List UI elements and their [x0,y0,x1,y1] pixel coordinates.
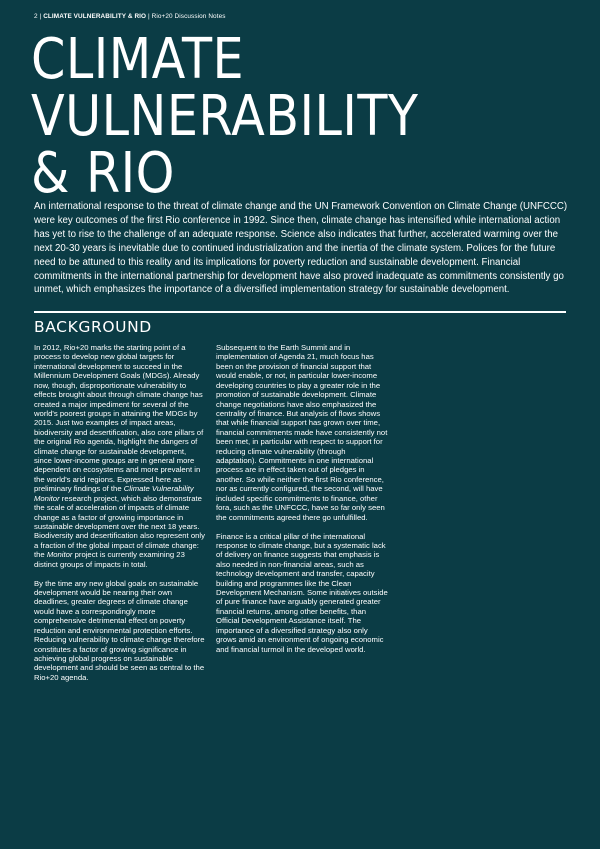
body-paragraph: Subsequent to the Earth Summit and in implementation of Agenda 21, much focus has been on the provision of financial support that would enable, or not, in particular lower-income developing countries to play a greater role in the promotion of sustainable development. Climate change negotiations have also emphasized the centrality of finance. But analysis of flows shows that while financial support has grown over time, financial commitments made have consistently not been met, in particular with respect to support for reducing climate vulnerability (through adaptation). Commitments in one international process are in effect taken out of pledges in another. So while neither the first Rio conference, nor as currently configured, the second, will have included specific commitments to finance, other fora, such as the UNFCCC, have so far only seen the commitments agreed there go unfulfilled. [216,343,388,522]
body-paragraph: In 2012, Rio+20 marks the starting point of a process to develop new global targets for international development to succeed in the Millennium Development Goals (MDGs). Already now, though, disproportionate vulnerability to effects brought about through climate change has created a major impediment for several of the world's poorest groups in attaining the MDGs by 2015. Just two examples of impact areas, biodiversity and desertification, also core pillars of the original Rio agenda, highlight the dangers of climate change for sustainable development, since lower-income groups are in general more dependent on ecosystems and more prevalent in the world's arid regions. Expressed here as preliminary findings of the Climate Vulnerability Monitor research project, which also demonstrate the scale of acceleration of impacts of climate change as a factor of growing importance in sustainable development over the next 18 years. Biodiversity and desertification also represent only a fraction of the global impact of climate change: the Monitor project is currently examining 23 distinct groups of impacts in total. [34,343,205,569]
header-publication: | Rio+20 Discussion Notes [148,13,226,20]
intro-paragraph: An international response to the threat of climate change and the UN Framework Convention on Climate Change (UNFCCC) were key outcomes of the first Rio conference in 1992. Since then, climate change has intensified while international action has yet to rise to the challenge of an adequate response. Science also indicates that further, accelerated warming over the next 20-30 years is inevitable due to continued industrialization and the inertia of the climate system. Polices for the future need to be attuned to this reality and its implications for poverty reduction and sustainable development. Financial commitments in the international partnership for development have also proved inadequate as commitments consistently go unmet, which emphasizes the importance of a diversified implementation strategy for sustainable development. [34,201,568,296]
body-column-left [34,343,206,692]
body-paragraph: Finance is a critical pillar of the international response to climate change, but a systematic lack of delivery on finance suggests that emphasis is also needed in non-financial areas, such as technology development and transfer, capacity building and programmes like the Clean Development Mechanism. Some initiatives outside of pure finance have arguably generated greater financial returns, among other benefits, than Official Development Assistance itself. The importance of a diversified strategy also only grows amid an environment of ongoing economic and financial turmoil in the developed world. [216,531,388,654]
body-paragraph: By the time any new global goals on sustainable development would be nearing their own deadlines, greater degrees of climate change would have a correspondingly more comprehensive detrimental effect on poverty reduction and environmental protection efforts. Reducing vulnerability to climate change therefore constitutes a factor of growing significance in achieving global progress on sustainable development and should be seen as central to the Rio+20 agenda. [34,578,205,682]
running-header [34,13,226,20]
title-line-3: & RIO [31,141,175,206]
title-line-1: CLIMATE [31,27,245,92]
section-heading-background: BACKGROUND [34,318,152,336]
page-number: 2 | [34,13,42,20]
section-divider [34,311,566,313]
header-section-title: CLIMATE VULNERABILITY & RIO [43,13,147,20]
title-line-2: VULNERABILITY [31,84,419,149]
body-column-right [216,343,388,664]
page-title [31,27,419,206]
